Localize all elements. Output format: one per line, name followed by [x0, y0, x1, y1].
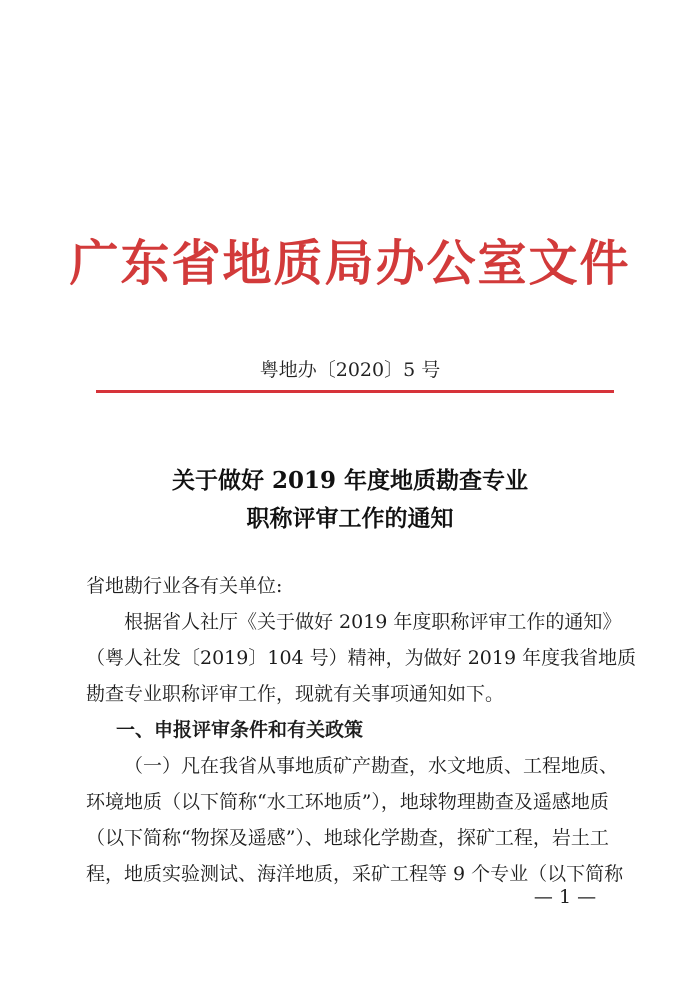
document-number: 粤地办〔2020〕5 号	[259, 359, 441, 381]
section-heading-1: 一、申报评审条件和有关政策	[116, 719, 364, 741]
notice-title-line-2: 职称评审工作的通知	[246, 505, 454, 532]
body-line-5: （一）凡在我省从事地质矿产勘查，水文地质、工程地质、	[124, 755, 619, 777]
red-separator-rule	[96, 390, 614, 393]
body-line-8: 程，地质实验测试、海洋地质，采矿工程等 9 个专业（以下简称	[86, 863, 624, 885]
body-line-2: （粤人社发〔2019〕104 号）精神，为做好 2019 年度我省地质	[86, 647, 637, 669]
masthead-title: 广东省地质局办公室文件	[69, 234, 631, 292]
body-line-7: （以下简称“物探及遥感”）、地球化学勘查，探矿工程，岩土工	[86, 827, 609, 849]
addressee-line: 省地勘行业各有关单位:	[86, 575, 283, 597]
notice-title	[0, 462, 700, 538]
page-number: — 1 —	[533, 886, 597, 908]
body-line-3: 勘查专业职称评审工作，现就有关事项通知如下。	[86, 683, 505, 705]
notice-body	[86, 568, 637, 892]
body-line-1: 根据省人社厅《关于做好 2019 年度职称评审工作的通知》	[124, 611, 622, 633]
notice-title-line-1: 关于做好 2019 年度地质勘查专业	[171, 467, 529, 494]
body-line-6: 环境地质（以下简称“水工环地质”），地球物理勘查及遥感地质	[86, 791, 609, 813]
